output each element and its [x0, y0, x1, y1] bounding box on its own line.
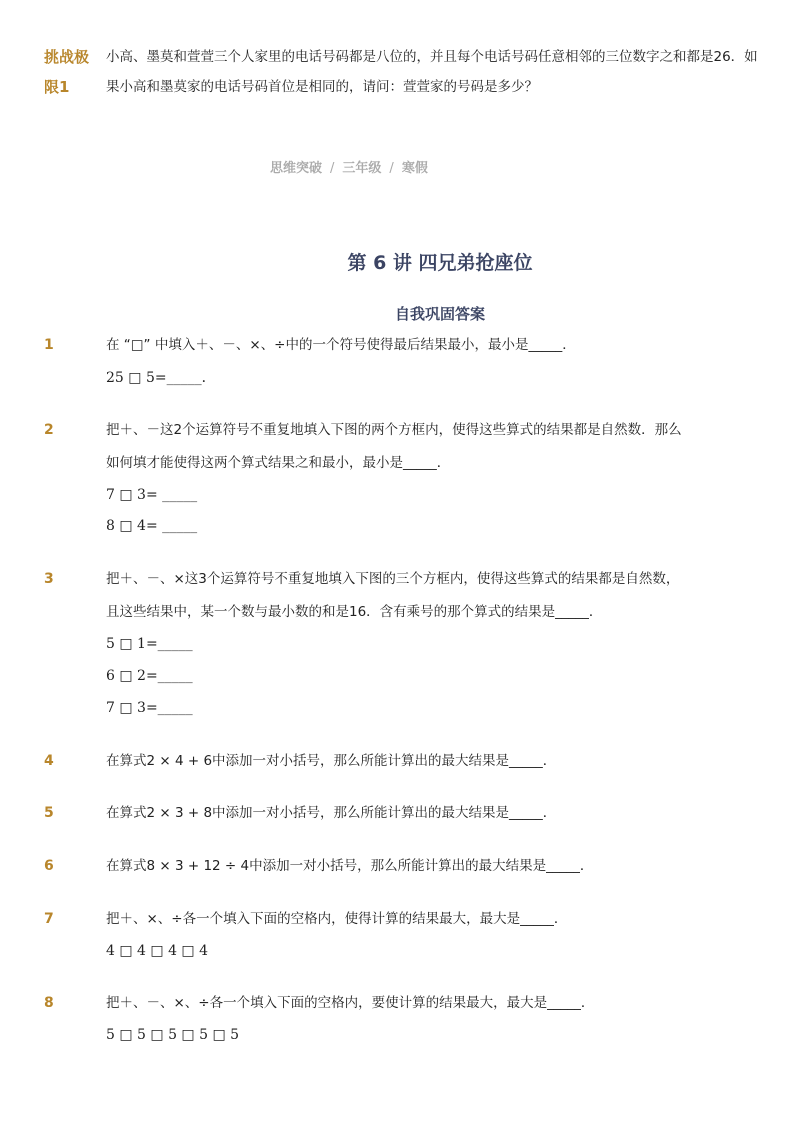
question-text: 把＋、－这2个运算符号不重复地填入下图的两个方框内，使得这些算式的结果都是自然数．那么	[106, 422, 682, 438]
question-expression: 4 □ 4 □ 4 □ 4	[106, 943, 209, 959]
question-number: 1	[44, 337, 54, 353]
question-text: 把＋、－、×、÷各一个填入下面的空格内，要使计算的结果最大，最大是_____．	[106, 995, 595, 1011]
question-number: 2	[44, 422, 54, 438]
breadcrumb	[270, 157, 428, 176]
breadcrumb-separator: /	[330, 161, 335, 176]
question-text: 在算式8 × 3 + 12 ÷ 4中添加一对小括号，那么所能计算出的最大结果是_____．	[106, 858, 594, 874]
question-expression: 6 □ 2=_____	[106, 668, 193, 684]
challenge-text: 小高、墨莫和萱萱三个人家里的电话号码都是八位的，并且每个电话号码任意相邻的三位数字之和都是26．如果小高和墨莫家的电话号码首位是相同的，请问：萱萱家的号码是多少？	[106, 49, 758, 95]
question-expression: 7 □ 3=_____	[106, 700, 193, 716]
breadcrumb-item: 三年级	[342, 161, 382, 176]
question-expression: 7 □ 3= _____	[106, 487, 198, 503]
question-number: 7	[44, 911, 54, 927]
question-number: 6	[44, 858, 54, 874]
question-expression: 5 □ 5 □ 5 □ 5 □ 5	[106, 1027, 240, 1043]
question-text: 如何填才能使得这两个算式结果之和最小，最小是_____．	[106, 455, 451, 471]
section-title: 自我巩固答案	[394, 305, 485, 323]
question-number: 8	[44, 995, 54, 1011]
question-expression: 5 □ 1=_____	[106, 636, 193, 652]
question-text: 把＋、－、×这3个运算符号不重复地填入下图的三个方框内，使得这些算式的结果都是自然数，	[106, 571, 680, 587]
question-text: 在 “□” 中填入＋、－、×、÷中的一个符号使得最后结果最小，最小是_____．	[106, 337, 576, 353]
question-text: 且这些结果中，某一个数与最小数的和是16．含有乘号的那个算式的结果是_____．	[106, 604, 603, 620]
lesson-title: 第 6 讲 四兄弟抢座位	[347, 252, 533, 274]
breadcrumb-item: 思维突破	[270, 161, 323, 176]
question-expression: 25 □ 5=_____．	[106, 370, 216, 386]
question-expression: 8 □ 4= _____	[106, 518, 198, 534]
breadcrumb-separator: /	[389, 161, 394, 176]
question-text: 在算式2 × 4 + 6中添加一对小括号，那么所能计算出的最大结果是_____．	[106, 753, 557, 769]
question-number: 5	[44, 805, 54, 821]
question-number: 3	[44, 571, 54, 587]
breadcrumb-item: 寒假	[401, 161, 428, 176]
question-text: 把＋、×、÷各一个填入下面的空格内，使得计算的结果最大，最大是_____．	[106, 911, 568, 927]
question-number: 4	[44, 753, 54, 769]
challenge-label: 挑战极限1	[44, 48, 90, 96]
question-text: 在算式2 × 3 + 8中添加一对小括号，那么所能计算出的最大结果是_____．	[106, 805, 557, 821]
